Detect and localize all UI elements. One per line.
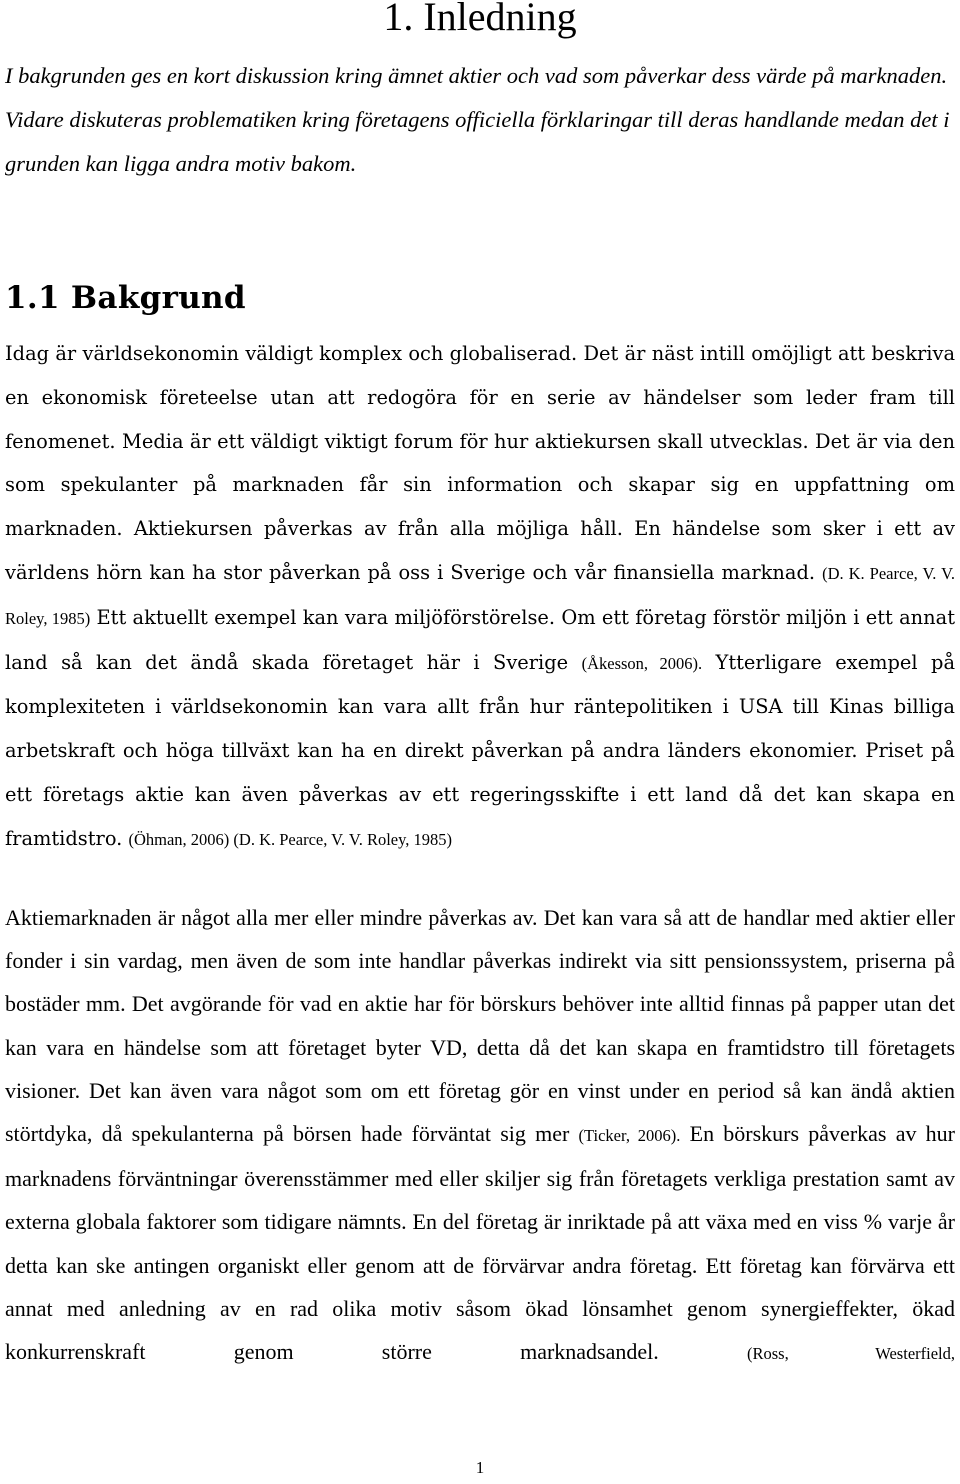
text-run: En börskurs påverkas av hur marknadens förväntningar överensstämmer med eller skiljer sig från företagets verkliga prestation samt av externa globala faktorer som tidigare nämnts. En del företag är inriktade på att växa med en viss % varje år detta kan ske antingen organiskt eller genom att de förvärvar andra företag. Ett företag kan förvärva ett annat med anledning av en rad olika motiv såsom ökad lönsamhet genom synergieffekter, ökad konkurrenskraft genom större marknadsandel.	[5, 1121, 955, 1365]
citation: (Ross, Westerfield,	[746, 1344, 955, 1364]
section-heading: 1.1 Bakgrund	[5, 280, 246, 316]
background-paragraph-2	[5, 896, 955, 1375]
text-run: Ytterligare exempel på komplexiteten i världsekonomin kan vara allt från hur räntepolitiken i USA till Kinas billiga arbetskraft och höga tillväxt kan ha en direkt påverkan på andra länders ekonomier. Priset på ett företags aktie kan även påverkas av ett regeringsskifte i ett land då det kan skapa en framtidstro.	[5, 650, 956, 850]
page-number: 1	[475, 1458, 485, 1477]
citation: (Öhman, 2006) (D. K. Pearce, V. V. Roley, 1985)	[128, 829, 453, 849]
citation: (Ticker, 2006).	[578, 1126, 681, 1146]
text-run: Ett aktuellt exempel kan vara miljöförstörelse. Om ett företag förstör miljön i ett annat land så kan det ändå skada företaget här i Sverige	[5, 605, 955, 674]
text-run: Aktiemarknaden är något alla mer eller mindre påverkas av. Det kan vara så att de handlar med aktier eller fonder i sin vardag, men även de som inte handlar påverkas indirekt via sitt pensionssystem, priserna på bostäder mm. Det avgörande för vad en aktie har för börskurs behöver inte alltid finnas på papper utan det kan vara en händelse som att företaget byter VD, detta då det kan skapa en framtidstro till företagets visioner. Det kan även vara något som om ett företag gör en vinst under en period så kan ändå aktien störtdyka, då spekulanterna på börsen hade förväntat sig mer	[5, 905, 955, 1147]
background-paragraph-1	[5, 332, 955, 862]
citation: (Åkesson, 2006).	[581, 653, 703, 673]
intro-paragraph: I bakgrunden ges en kort diskussion kring ämnet aktier och vad som påverkar dess värde på marknaden. Vidare diskuteras problematiken kring företagens officiella förklaringar till deras handlande medan det i grunden kan ligga andra motiv bakom.	[5, 63, 950, 176]
chapter-heading: 1. Inledning	[383, 0, 577, 39]
citation: (D. K. Pearce, V. V. Roley, 1985)	[5, 563, 955, 628]
text-run: Idag är världsekonomin väldigt komplex och globaliserad. Det är näst intill omöjligt att beskriva en ekonomisk företeelse utan att redogöra för en serie av händelser som leder fram till fenomenet. Media är ett väldigt viktigt forum för hur aktiekursen skall utvecklas. Det är via den som spekulanter på marknaden får sin information och skapar sig en uppfattning om marknaden. Aktiekursen påverkas av från alla möjliga håll. En händelse som sker i ett av världens hörn kan ha stor påverkan på oss i Sverige och vår finansiella marknad.	[5, 342, 955, 584]
